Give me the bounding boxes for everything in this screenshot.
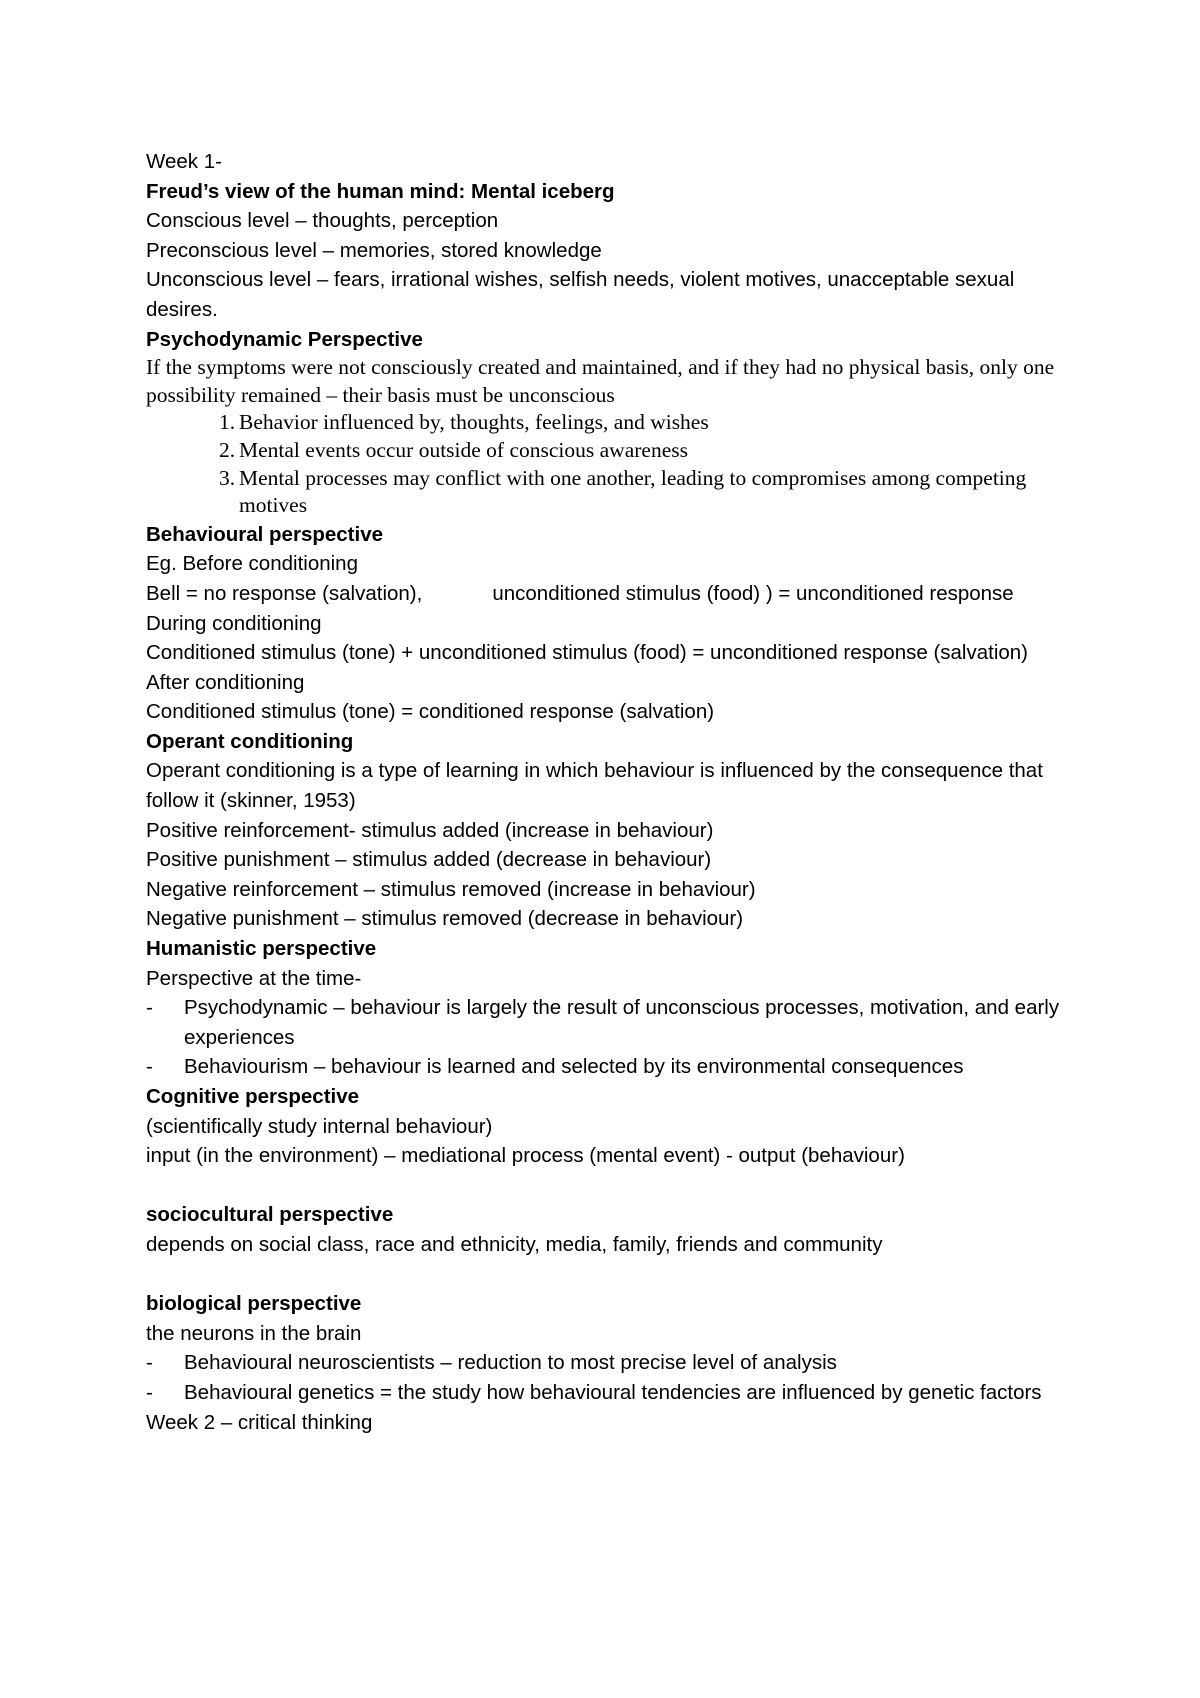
list-item: [146, 1348, 1076, 1378]
negative-reinforcement: Negative reinforcement – stimulus removed (increase in behaviour): [146, 877, 756, 901]
list-text: Behavioural neuroscientists – reduction to most precise level of analysis: [184, 1351, 837, 1375]
list-item: [146, 993, 1076, 1052]
bullet-dash: -: [146, 1351, 153, 1375]
cognitive-text: input (in the environment) – mediational process (mental event) - output (behaviour): [146, 1144, 905, 1168]
bell-line: [146, 579, 1076, 609]
biological-list: [146, 1348, 1076, 1407]
negative-punishment: Negative punishment – stimulus removed (decrease in behaviour): [146, 907, 744, 931]
list-item: [146, 465, 1076, 520]
list-text: Behavioural genetics = the study how behavioural tendencies are influenced by genetic factors: [184, 1380, 1042, 1404]
sociocultural-heading: sociocultural perspective: [146, 1203, 394, 1227]
list-text: Mental events occur outside of conscious awareness: [239, 437, 688, 462]
before-conditioning: Eg. Before conditioning: [146, 552, 358, 576]
psychodynamic-heading: Psychodynamic Perspective: [146, 327, 423, 351]
freud-heading: Freud’s view of the human mind: Mental iceberg: [146, 179, 615, 203]
list-text: Mental processes may conflict with one another, leading to compromises among competing motives: [239, 465, 1027, 518]
blank-line: [146, 1260, 1076, 1290]
cognitive-subtitle: (scientifically study internal behaviour): [146, 1114, 493, 1138]
bell-right-text: unconditioned stimulus (food) ) = unconditioned response: [492, 581, 1014, 605]
after-text: Conditioned stimulus (tone) = conditioned response (salvation): [146, 700, 715, 724]
behavioural-heading: Behavioural perspective: [146, 522, 383, 546]
list-text: Behaviourism – behaviour is learned and selected by its environmental consequences: [184, 1055, 964, 1079]
bell-left-text: Bell = no response (salvation),: [146, 581, 423, 605]
perspective-at-time: Perspective at the time-: [146, 966, 362, 990]
bullet-dash: -: [146, 996, 153, 1020]
bullet-dash: -: [146, 1055, 153, 1079]
list-number: 3.: [219, 465, 236, 490]
unconscious-level: Unconscious level – fears, irrational wishes, selfish needs, violent motives, unacceptable sexual desires.: [146, 268, 1020, 321]
week1-heading: Week 1-: [146, 150, 222, 173]
sociocultural-text: depends on social class, race and ethnicity, media, family, friends and community: [146, 1232, 883, 1256]
psychodynamic-text: If the symptoms were not consciously created and maintained, and if they had no physical basis, only one possibility remained – their basis must be unconscious: [146, 355, 1060, 407]
during-text: Conditioned stimulus (tone) + unconditioned stimulus (food) = unconditioned response (salvation): [146, 641, 1029, 665]
list-item: [146, 437, 1076, 465]
list-item: [146, 1378, 1076, 1408]
preconscious-level: Preconscious level – memories, stored knowledge: [146, 238, 602, 262]
blank-line: [146, 1171, 1076, 1201]
cognitive-heading: Cognitive perspective: [146, 1085, 360, 1108]
list-number: 2.: [219, 437, 236, 462]
humanistic-list: [146, 993, 1076, 1082]
week2-heading: Week 2 – critical thinking: [146, 1410, 373, 1434]
operant-heading: Operant conditioning: [146, 729, 354, 753]
list-item: [146, 409, 1076, 437]
positive-punishment: Positive punishment – stimulus added (decrease in behaviour): [146, 848, 712, 872]
list-text: Behavior influenced by, thoughts, feelings, and wishes: [239, 410, 709, 435]
positive-reinforcement: Positive reinforcement- stimulus added (increase in behaviour): [146, 818, 714, 842]
list-item: [146, 1052, 1076, 1082]
during-conditioning: During conditioning: [146, 611, 322, 635]
bullet-dash: -: [146, 1380, 153, 1404]
list-text: Psychodynamic – behaviour is largely the result of unconscious processes, motivation, and early experiences: [184, 996, 1060, 1049]
biological-heading: biological perspective: [146, 1292, 362, 1316]
list-number: 1.: [219, 410, 236, 435]
conscious-level: Conscious level – thoughts, perception: [146, 209, 499, 233]
document-body: [146, 147, 1076, 1437]
biological-text: the neurons in the brain: [146, 1321, 362, 1345]
after-conditioning: After conditioning: [146, 670, 305, 694]
psychodynamic-list: [146, 409, 1076, 519]
humanistic-heading: Humanistic perspective: [146, 937, 377, 961]
operant-text: Operant conditioning is a type of learning in which behaviour is influenced by the consequence that follow it (skinner, 1953): [146, 759, 1049, 813]
